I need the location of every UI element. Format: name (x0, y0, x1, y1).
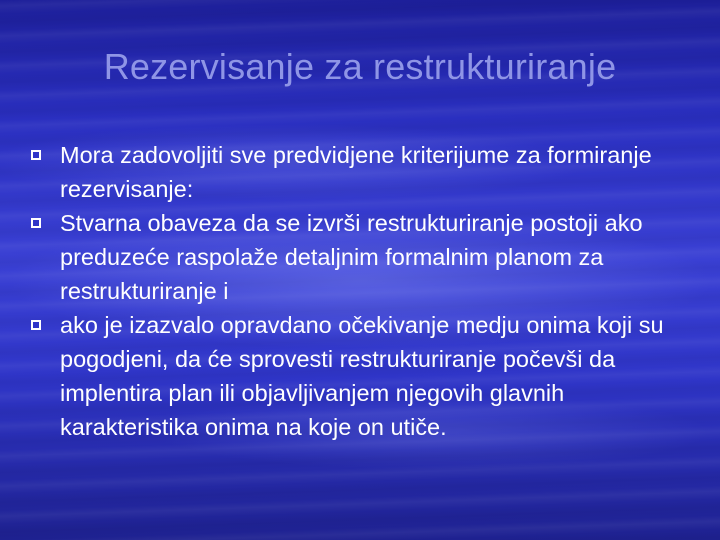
bullet-text: Stvarna obaveza da se izvrši restrukturiranje postoji ako preduzeće raspolaže detaljnim formalnim planom za restrukturiranje i (60, 210, 643, 304)
square-bullet-icon (31, 150, 41, 160)
slide-title: Rezervisanje za restrukturiranje (103, 46, 617, 87)
bullet-list (28, 138, 700, 444)
bullet-item (28, 138, 700, 206)
bullet-text: Mora zadovoljiti sve predvidjene kriterijume za formiranje rezervisanje: (60, 142, 652, 202)
bullet-item (28, 308, 700, 444)
bullet-text: ako je izazvalo opravdano očekivanje medju onima koji su pogodjeni, da će sprovesti restrukturiranje počevši da implentira plan ili objavljivanjem njegovih glavnih karakteristika onima na koje on utiče. (60, 312, 664, 440)
bullet-item (28, 206, 700, 308)
square-bullet-icon (31, 320, 41, 330)
square-bullet-icon (31, 218, 41, 228)
